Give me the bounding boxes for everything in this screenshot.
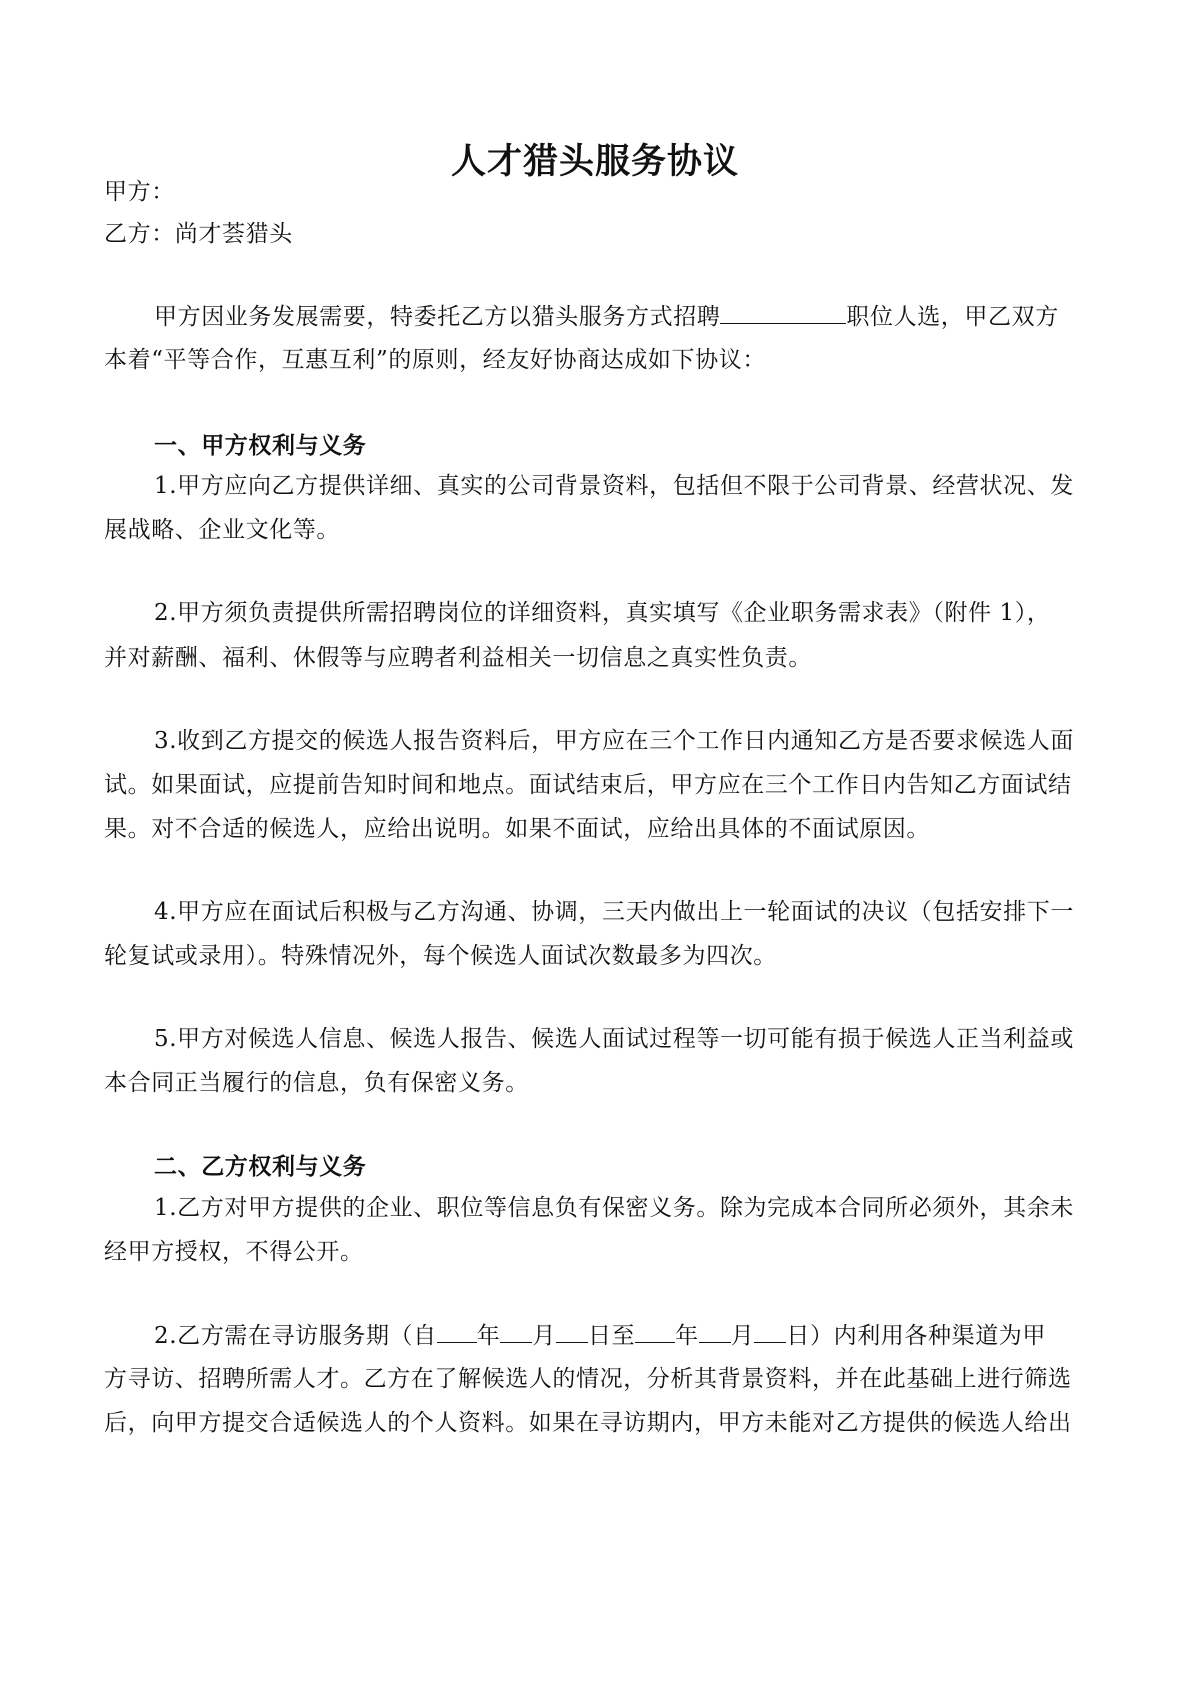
s2-item-2-text-d: 日至 xyxy=(587,1323,636,1349)
intro-line-2: 本着“平等合作，互惠互利”的原则，经友好协商达成如下协议： xyxy=(104,347,766,373)
s1-item-3-line-2: 试。如果面试，应提前告知时间和地点。面试结束后，甲方应在三个工作日内告知乙方面试结 xyxy=(104,772,1072,798)
s1-item-4-line-2: 轮复试或录用）。特殊情况外，每个候选人面试次数最多为四次。 xyxy=(104,943,777,969)
intro-line-1 xyxy=(154,301,1094,332)
s1-item-2-line-2: 并对薪酬、福利、休假等与应聘者利益相关一切信息之真实性负责。 xyxy=(104,645,812,671)
s2-item-1-line-1: 1.乙方对甲方提供的企业、职位等信息负有保密义务。除为完成本合同所必须外，其余未 xyxy=(154,1195,1074,1221)
intro-text-pre: 甲方因业务发展需要，特委托乙方以猎头服务方式招聘 xyxy=(154,304,721,330)
s1-item-3-line-3: 果。对不合适的候选人，应给出说明。如果不面试，应给出具体的不面试原因。 xyxy=(104,816,930,842)
party-b-label: 乙方：尚才荟猎头 xyxy=(104,221,293,247)
s2-item-2-text-c: 月 xyxy=(532,1323,556,1349)
s1-item-4-line-1: 4.甲方应在面试后积极与乙方沟通、协调，三天内做出上一轮面试的决议（包括安排下一 xyxy=(154,899,1074,925)
end-day-blank[interactable] xyxy=(754,1320,786,1343)
intro-text-post: 职位人选，甲乙双方 xyxy=(846,304,1059,330)
start-month-blank[interactable] xyxy=(500,1320,532,1343)
party-a-label: 甲方： xyxy=(104,179,175,205)
s2-item-1-line-2: 经甲方授权，不得公开。 xyxy=(104,1239,364,1265)
end-month-blank[interactable] xyxy=(699,1320,731,1343)
s2-item-2-text-b: 年 xyxy=(476,1323,501,1349)
section-2-heading: 二、乙方权利与义务 xyxy=(154,1154,367,1180)
position-blank[interactable] xyxy=(720,301,846,324)
s2-item-2-line-2: 方寻访、招聘所需人才。乙方在了解候选人的情况，分析其背景资料，并在此基础上进行筛选 xyxy=(104,1366,1072,1392)
s1-item-2-line-1: 2.甲方须负责提供所需招聘岗位的详细资料，真实填写《企业职务需求表》（附件 1）， xyxy=(154,600,1051,626)
start-day-blank[interactable] xyxy=(556,1320,588,1343)
document-title: 人才猎头服务协议 xyxy=(450,142,739,182)
s1-item-1-line-2: 展战略、企业文化等。 xyxy=(104,517,340,543)
s2-item-2-text-e: 年 xyxy=(675,1323,699,1349)
start-year-blank[interactable] xyxy=(437,1320,477,1343)
s1-item-1-line-1: 1.甲方应向乙方提供详细、真实的公司背景资料，包括但不限于公司背景、经营状况、发 xyxy=(154,473,1074,499)
s1-item-3-line-1: 3.收到乙方提交的候选人报告资料后，甲方应在三个工作日内通知乙方是否要求候选人面 xyxy=(154,728,1074,754)
s1-item-5-line-1: 5.甲方对候选人信息、候选人报告、候选人面试过程等一切可能有损于候选人正当利益或 xyxy=(154,1026,1074,1052)
s1-item-5-line-2: 本合同正当履行的信息，负有保密义务。 xyxy=(104,1070,529,1096)
end-year-blank[interactable] xyxy=(635,1320,675,1343)
s2-item-2-text-f: 月 xyxy=(730,1323,755,1349)
s2-item-2-text-a: 2.乙方需在寻访服务期（自 xyxy=(154,1323,437,1349)
s2-item-2-text-g: 日）内利用各种渠道为甲 xyxy=(786,1323,1046,1349)
s2-item-2-line-3: 后，向甲方提交合适候选人的个人资料。如果在寻访期内，甲方未能对乙方提供的候选人给出 xyxy=(104,1410,1072,1436)
s2-item-2-line-1 xyxy=(154,1320,1094,1351)
section-1-heading: 一、甲方权利与义务 xyxy=(154,433,367,459)
